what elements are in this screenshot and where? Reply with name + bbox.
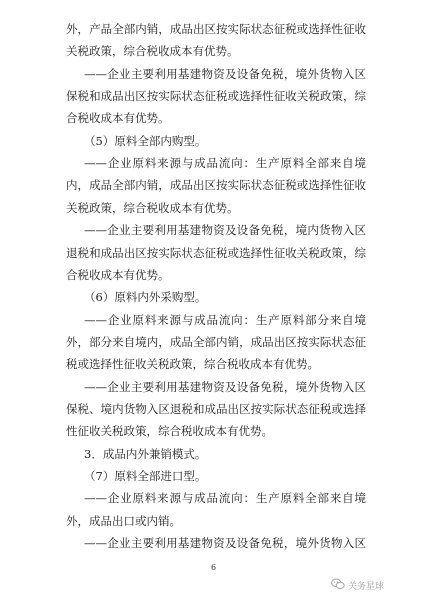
text-line: （7）原料全部进口型。 [84,469,207,483]
text-line: ——企业主要利用基建物资及设备免税，境外货物入区 [84,379,366,394]
text-line: 合税收成本有优势。 [66,111,170,126]
text-line: （6）原料内外采购型。 [84,290,207,305]
watermark [331,578,384,593]
text-line: 关税政策，综合税收成本有优势。 [66,200,239,215]
text-line: 保税和成品出区按实际状态征税或选择性征收关税政策，综 [66,89,366,104]
text-line: 税或选择性征收关税政策，综合税收成本有优势。 [66,357,319,372]
text-line: ——企业原料来源与成品流向：生产原料全部来自境 [84,491,366,506]
text-line: 外，产品全部内销，成品出区按实际状态征税或选择性征收 [66,22,366,36]
text-line: 3．成品内外兼销模式。 [84,446,207,461]
text-line: ——企业主要利用基建物资及设备免税，境外货物入区 [84,66,366,81]
text-line: 外，部分来自境内，成品全部内销，成品出区按实际状态征 [66,334,366,349]
text-line: ——企业主要利用基建物资及设备免税，境内货物入区 [84,223,366,238]
text-line: 保税、境内货物入区退税和成品出区按实际状态征税或选择 [66,401,366,416]
text-line: 性征收关税政策，综合税收成本有优势。 [66,424,273,439]
page-number: 6 [210,563,217,572]
watermark-text: 关务星球 [348,582,385,592]
text-line: ——企业原料来源与成品流向：生产原料部分来自境 [84,312,366,327]
text-line: ——企业主要利用基建物资及设备免税，境外货物入区 [84,536,366,551]
text-line: 内，成品全部内销，成品出区按实际状态征税或选择性征收 [66,178,366,193]
text-line: 外，成品出口或内销。 [66,513,181,528]
text-line: （5）原料全部内购型。 [84,133,207,148]
text-line: 退税和成品出区按实际状态征税或选择性征收关税政策，综 [66,245,366,260]
text-line: 合税收成本有优势。 [66,267,170,282]
text-line: 关税政策，综合税收成本有优势。 [66,44,239,59]
text-line: ——企业原料来源与成品流向：生产原料全部来自境 [84,156,366,171]
wechat-icon [331,578,345,593]
